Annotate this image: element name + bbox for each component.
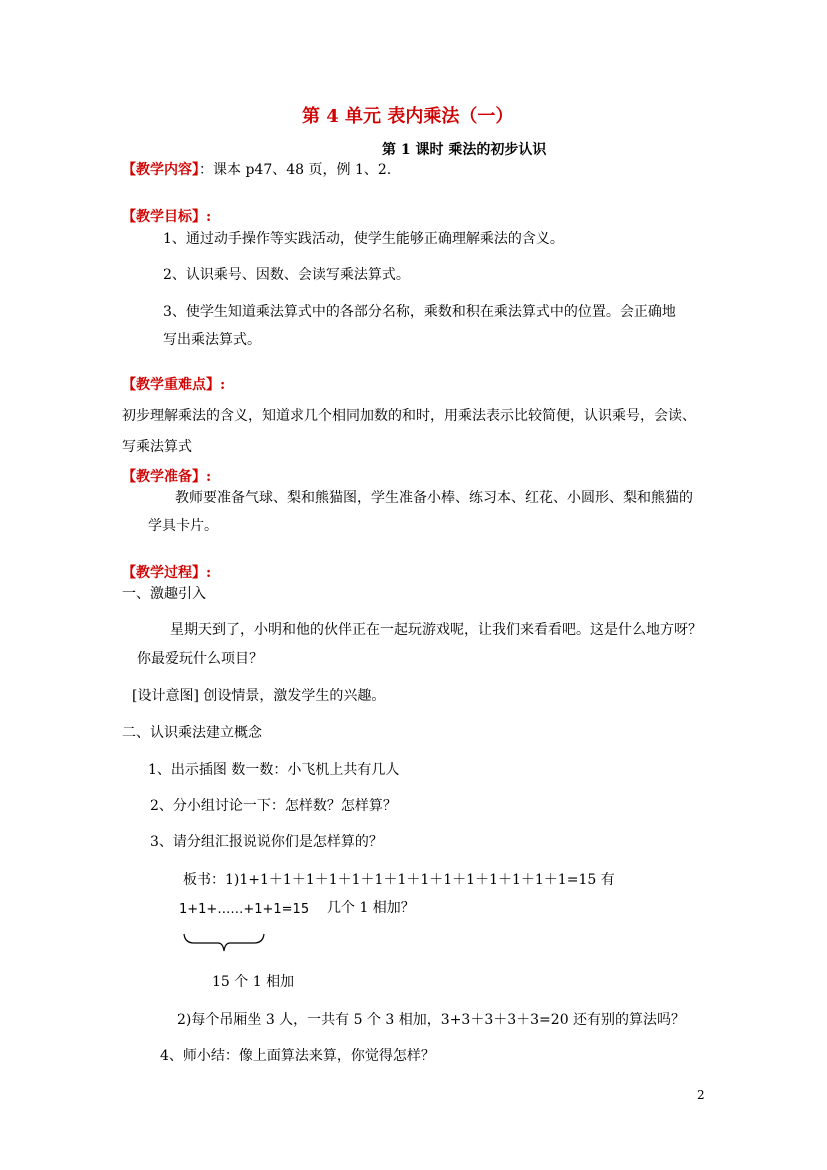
teaching-goals-label: 【教学目标】: [122, 209, 212, 225]
step-3: 3、请分组汇报说说你们是怎样算的？ [150, 834, 383, 850]
lesson-title: 第 1 课时 乘法的初步认识 [382, 142, 547, 158]
section-1-line-1: 星期天到了，小明和他的伙伴正在一起玩游戏呢，让我们来看看吧。这是什么地方呀？ [170, 622, 702, 638]
brace-label: 15 个 1 相加 [212, 974, 295, 990]
design-intent: [设计意图] 创设情景，激发学生的兴趣。 [132, 688, 386, 704]
step-1: 1、出示插图 数一数：小飞机上共有几人 [148, 762, 400, 778]
board-line-3: 2)每个吊厢坐 3 人，一共有 5 个 3 相加，3+3＋3＋3＋3=20 还有别的算法吗？ [177, 1012, 686, 1028]
page-title: 第 4 单元 表内乘法（一） [302, 106, 514, 127]
goal-item-3-cont: 写出乘法算式。 [163, 332, 261, 348]
preparation-line-1: 教师要准备气球、梨和熊猫图，学生准备小棒、练习本、红花、小圆形、梨和熊猫的 [175, 490, 693, 506]
board-line-2-question: 几个 1 相加？ [327, 900, 415, 916]
board-line-1: 板书：1)1+1＋1＋1＋1＋1＋1＋1＋1＋1＋1＋1＋1＋1＋1=15 有 [183, 872, 615, 888]
goal-item-2: 2、认识乘号、因数、会读写乘法算式。 [163, 267, 410, 283]
key-points-line-2: 写乘法算式 [122, 439, 192, 455]
teaching-content-text: ：课本 p47、48 页，例 1、2. [199, 162, 392, 178]
step-2: 2、分小组讨论一下：怎样数？怎样算？ [150, 798, 397, 814]
goal-item-3: 3、使学生知道乘法算式中的各部分名称，乘数和积在乘法算式中的位置。会正确地 [163, 304, 676, 320]
key-points-label: 【教学重难点】: [122, 377, 226, 393]
section-1-line-2: 你最爱玩什么项目？ [137, 651, 263, 667]
goal-item-1: 1、通过动手操作等实践活动，使学生能够正确理解乘法的含义。 [163, 231, 564, 247]
teaching-content-row [122, 163, 391, 177]
preparation-line-2: 学具卡片。 [148, 518, 218, 534]
section-2-heading: 二、认识乘法建立概念 [122, 725, 262, 741]
process-label: 【教学过程】: [122, 565, 212, 581]
teaching-content-label: 【教学内容】 [122, 162, 199, 178]
section-1-heading: 一、激趣引入 [122, 586, 206, 602]
brace-icon [182, 932, 266, 954]
board-line-2-equation: 1+1+……+1+1=15 [179, 902, 310, 917]
page-number: 2 [697, 1088, 705, 1102]
step-4: 4、师小结：像上面算法来算，你觉得怎样？ [160, 1048, 435, 1064]
key-points-line-1: 初步理解乘法的含义，知道求几个相同加数的和时，用乘法表示比较简便，认识乘号，会读、 [122, 408, 696, 424]
preparation-label: 【教学准备】: [122, 469, 212, 485]
